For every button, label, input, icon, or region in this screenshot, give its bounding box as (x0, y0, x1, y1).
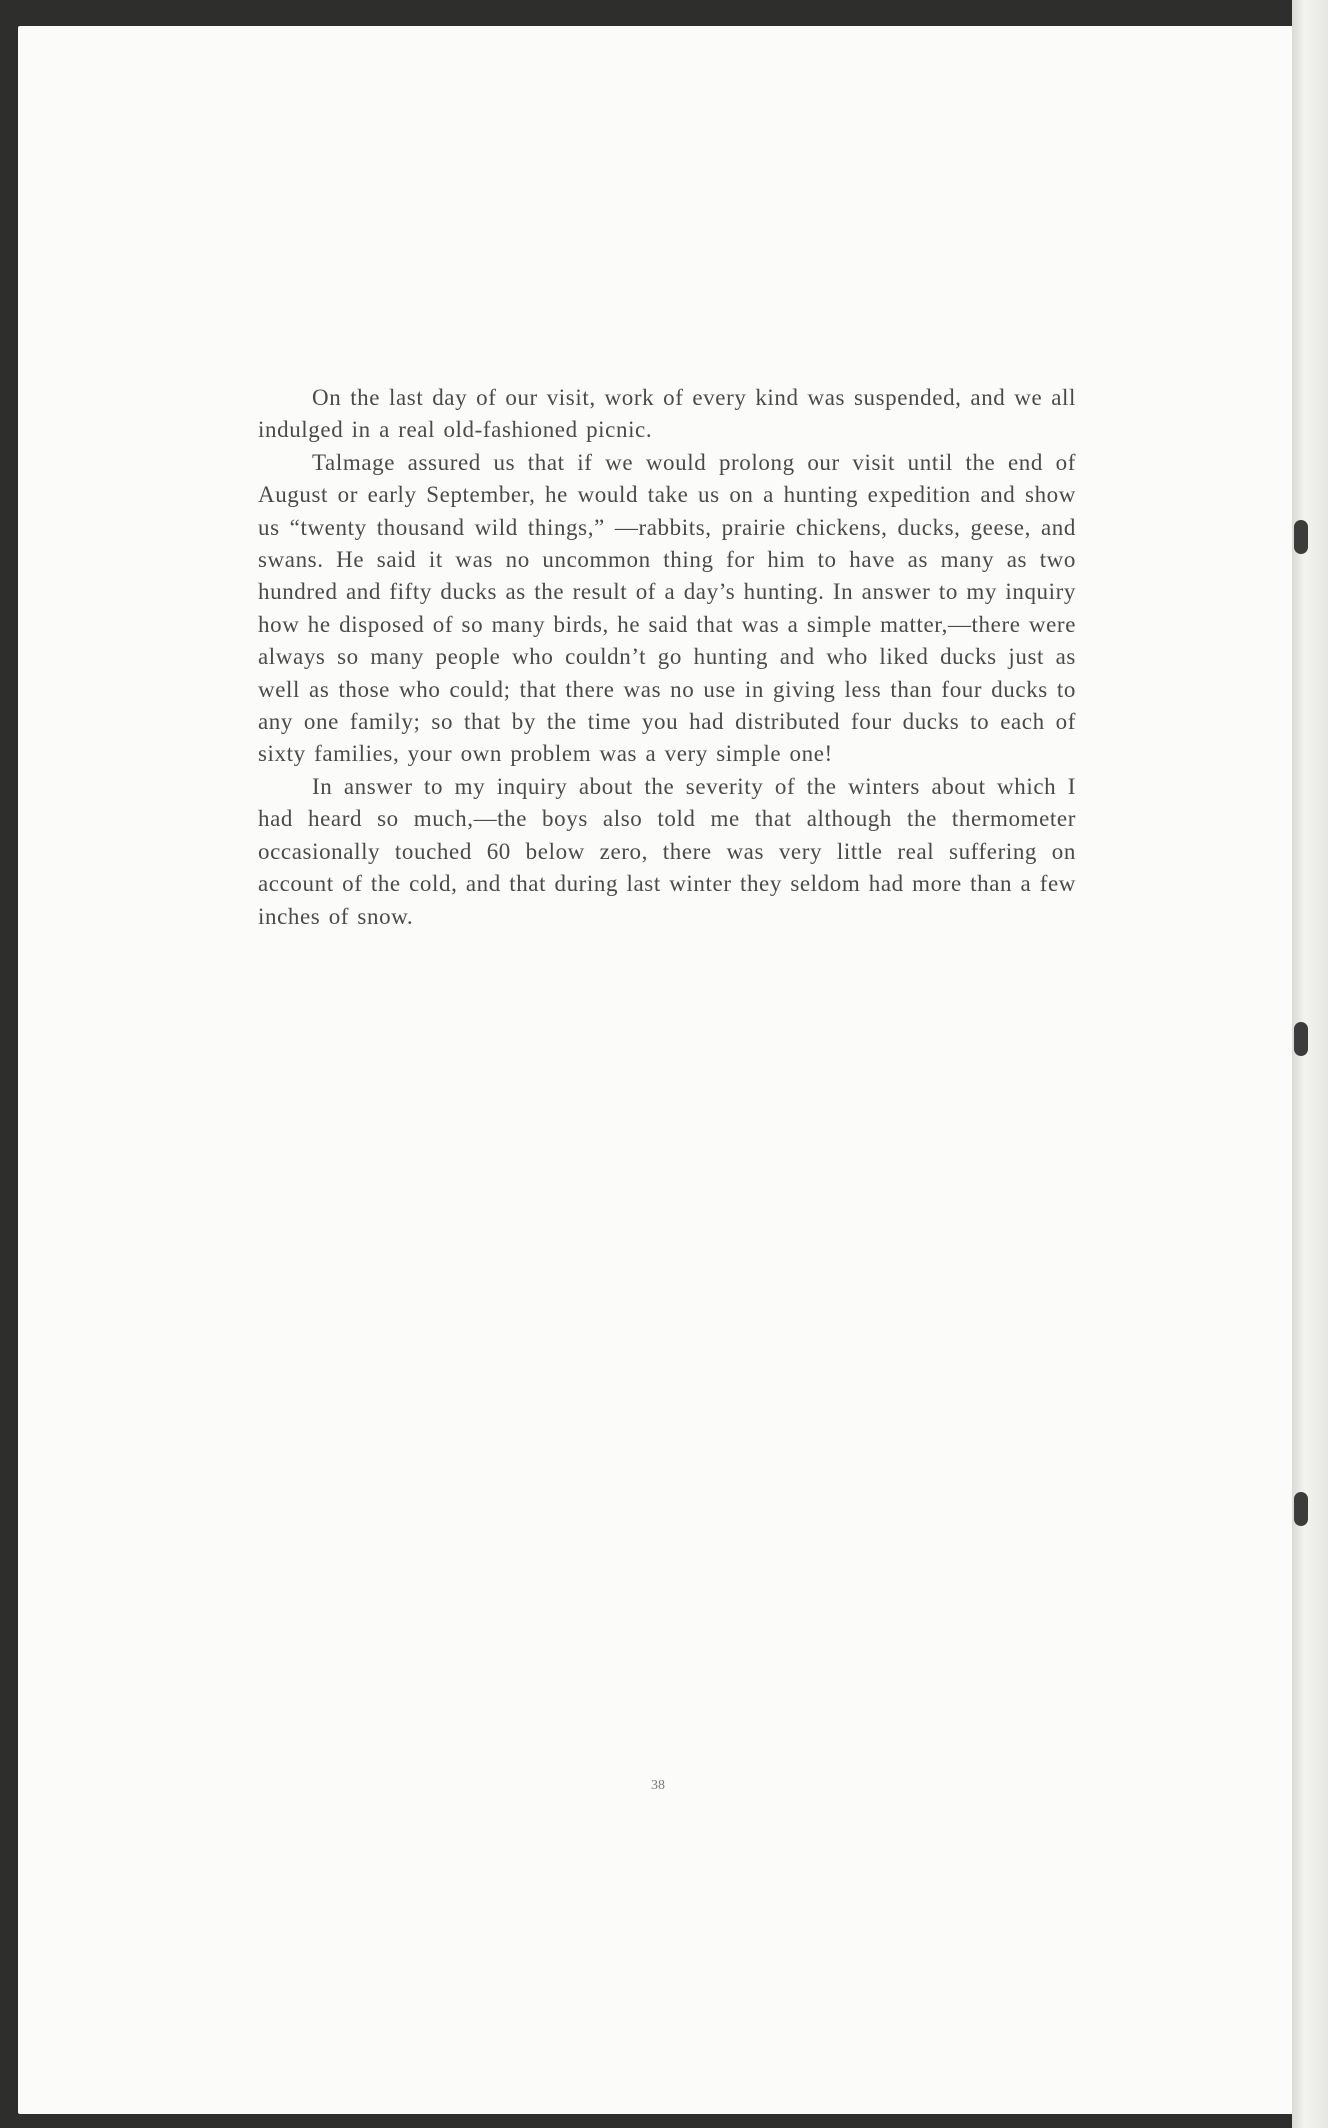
paragraph-hunting: Talmage assured us that if we would prolong our visit until the end of August or early September, he would take us on a hunting expedition and show us “twenty thousand wild things,” —rabbits, prairie chickens, ducks, geese, and swans. He said it was no uncommon thing for him to have as many as two hundred and fifty ducks as the result of a day’s hunting. In answer to my inquiry how he disposed of so many birds, he said that was a simple matter,—there were always so many people who couldn’t go hunting and who liked ducks just as well as those who could; that there was no use in giving less than four ducks to any one family; so that by the time you had distributed four ducks to each of sixty families, your own problem was a very simple one! (258, 449, 1076, 767)
book-page (18, 26, 1298, 2114)
body-text (258, 382, 1076, 933)
binding-mark (1294, 1492, 1308, 1526)
binding-mark (1294, 520, 1308, 554)
page-edge (1292, 0, 1328, 2128)
paragraph-winters: In answer to my inquiry about the severity of the winters about which I had heard so much,—the boys also told me that although the thermometer occasionally touched 60 below zero, there was very little real suffering on account of the cold, and that during last winter they seldom had more than a few inches of snow. (258, 773, 1076, 929)
paragraph-picnic: On the last day of our visit, work of every kind was suspended, and we all indulged in a real old-fashioned picnic. (258, 385, 1076, 443)
page-number: 38 (651, 1778, 665, 1793)
binding-mark (1294, 1022, 1308, 1056)
